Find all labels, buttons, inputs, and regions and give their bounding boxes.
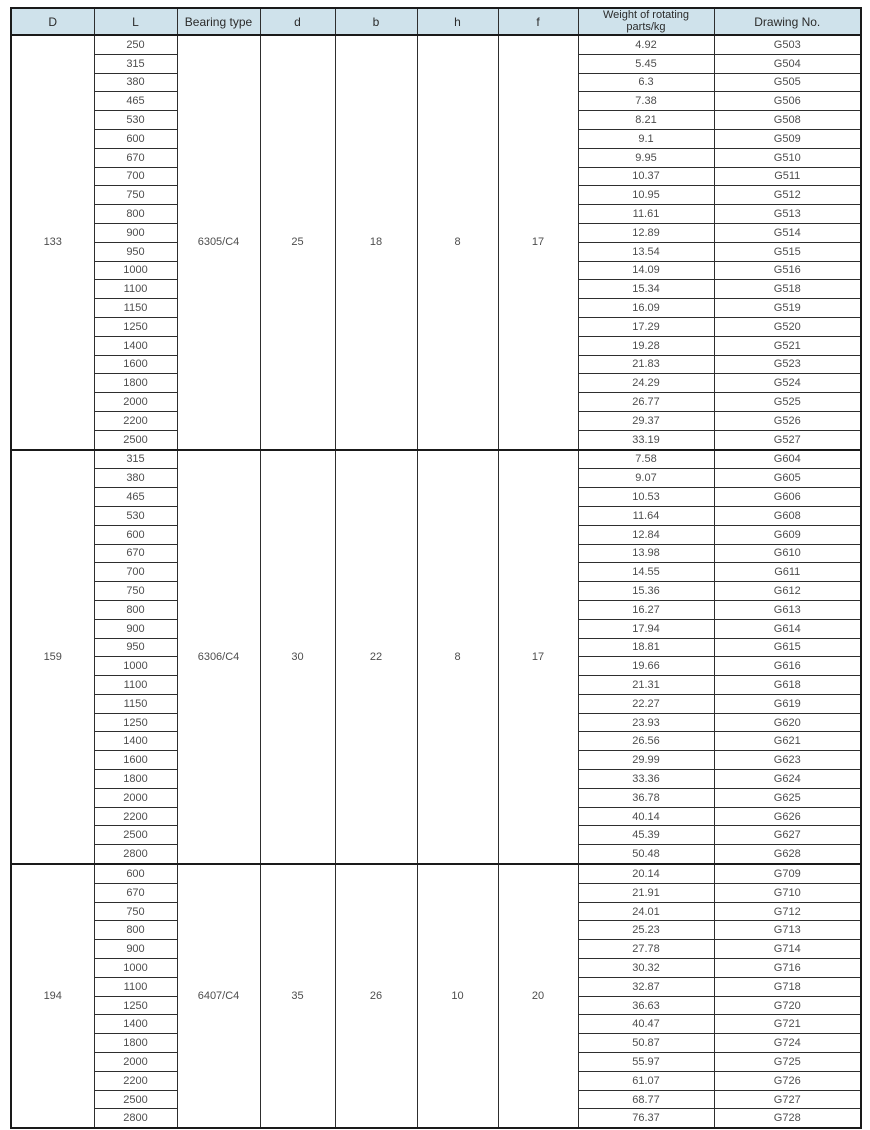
l-value-cell: 800 bbox=[94, 600, 177, 619]
drawing-no-cell: G511 bbox=[714, 167, 861, 186]
weight-value-cell: 76.37 bbox=[578, 1109, 714, 1128]
l-value-cell: 1100 bbox=[94, 280, 177, 299]
drawing-no-cell: G713 bbox=[714, 921, 861, 940]
drawing-no-cell: G509 bbox=[714, 129, 861, 148]
weight-value-cell: 7.58 bbox=[578, 450, 714, 469]
l-value-cell: 1400 bbox=[94, 336, 177, 355]
f-value-cell: 20 bbox=[498, 864, 578, 1128]
l-value-cell: 700 bbox=[94, 167, 177, 186]
l-value-cell: 380 bbox=[94, 73, 177, 92]
table-row bbox=[11, 35, 861, 54]
drawing-no-cell: G720 bbox=[714, 996, 861, 1015]
drawing-no-cell: G611 bbox=[714, 563, 861, 582]
weight-value-cell: 50.48 bbox=[578, 845, 714, 864]
weight-value-cell: 61.07 bbox=[578, 1071, 714, 1090]
h-value-cell: 10 bbox=[417, 864, 498, 1128]
l-value-cell: 2500 bbox=[94, 1090, 177, 1109]
col-header-weight bbox=[578, 8, 714, 35]
drawing-no-cell: G527 bbox=[714, 430, 861, 449]
drawing-no-cell: G513 bbox=[714, 205, 861, 224]
l-value-cell: 750 bbox=[94, 902, 177, 921]
weight-value-cell: 33.19 bbox=[578, 430, 714, 449]
table-row bbox=[11, 864, 861, 883]
d-outer-value-cell: 133 bbox=[11, 35, 94, 450]
weight-value-cell: 55.97 bbox=[578, 1053, 714, 1072]
l-value-cell: 1100 bbox=[94, 977, 177, 996]
l-value-cell: 315 bbox=[94, 450, 177, 469]
weight-value-cell: 9.07 bbox=[578, 469, 714, 488]
l-value-cell: 750 bbox=[94, 582, 177, 601]
l-value-cell: 1250 bbox=[94, 317, 177, 336]
d-value-cell: 30 bbox=[260, 450, 335, 865]
drawing-no-cell: G518 bbox=[714, 280, 861, 299]
drawing-no-cell: G608 bbox=[714, 506, 861, 525]
l-value-cell: 700 bbox=[94, 563, 177, 582]
l-value-cell: 2000 bbox=[94, 1053, 177, 1072]
drawing-no-cell: G610 bbox=[714, 544, 861, 563]
drawing-no-cell: G616 bbox=[714, 657, 861, 676]
drawing-no-cell: G626 bbox=[714, 807, 861, 826]
weight-value-cell: 9.95 bbox=[578, 148, 714, 167]
l-value-cell: 1000 bbox=[94, 959, 177, 978]
weight-value-cell: 10.37 bbox=[578, 167, 714, 186]
weight-value-cell: 5.45 bbox=[578, 54, 714, 73]
bearing-spec-table bbox=[10, 7, 862, 1129]
weight-value-cell: 21.91 bbox=[578, 883, 714, 902]
weight-value-cell: 50.87 bbox=[578, 1034, 714, 1053]
l-value-cell: 800 bbox=[94, 921, 177, 940]
d-value-cell: 25 bbox=[260, 35, 335, 450]
weight-value-cell: 20.14 bbox=[578, 864, 714, 883]
l-value-cell: 2200 bbox=[94, 807, 177, 826]
drawing-no-cell: G621 bbox=[714, 732, 861, 751]
l-value-cell: 250 bbox=[94, 35, 177, 54]
d-value-cell: 35 bbox=[260, 864, 335, 1128]
weight-value-cell: 24.01 bbox=[578, 902, 714, 921]
weight-value-cell: 9.1 bbox=[578, 129, 714, 148]
b-value-cell: 18 bbox=[335, 35, 417, 450]
drawing-no-cell: G516 bbox=[714, 261, 861, 280]
drawing-no-cell: G526 bbox=[714, 411, 861, 430]
drawing-no-cell: G521 bbox=[714, 336, 861, 355]
drawing-no-cell: G710 bbox=[714, 883, 861, 902]
l-value-cell: 2200 bbox=[94, 1071, 177, 1090]
col-header-h: h bbox=[417, 8, 498, 35]
weight-value-cell: 17.94 bbox=[578, 619, 714, 638]
drawing-no-cell: G604 bbox=[714, 450, 861, 469]
h-value-cell: 8 bbox=[417, 450, 498, 865]
l-value-cell: 1150 bbox=[94, 694, 177, 713]
drawing-no-cell: G726 bbox=[714, 1071, 861, 1090]
weight-header-line1: Weight of rotating bbox=[602, 9, 689, 21]
f-value-cell: 17 bbox=[498, 35, 578, 450]
weight-value-cell: 18.81 bbox=[578, 638, 714, 657]
l-value-cell: 1150 bbox=[94, 299, 177, 318]
l-value-cell: 900 bbox=[94, 940, 177, 959]
drawing-no-cell: G514 bbox=[714, 223, 861, 242]
weight-value-cell: 6.3 bbox=[578, 73, 714, 92]
table-header-row bbox=[11, 8, 861, 35]
l-value-cell: 2800 bbox=[94, 1109, 177, 1128]
l-value-cell: 380 bbox=[94, 469, 177, 488]
weight-value-cell: 68.77 bbox=[578, 1090, 714, 1109]
l-value-cell: 950 bbox=[94, 242, 177, 261]
drawing-no-cell: G718 bbox=[714, 977, 861, 996]
drawing-no-cell: G627 bbox=[714, 826, 861, 845]
weight-value-cell: 23.93 bbox=[578, 713, 714, 732]
col-header-drawing-no: Drawing No. bbox=[714, 8, 861, 35]
drawing-no-cell: G605 bbox=[714, 469, 861, 488]
col-header-f: f bbox=[498, 8, 578, 35]
drawing-no-cell: G510 bbox=[714, 148, 861, 167]
l-value-cell: 1600 bbox=[94, 355, 177, 374]
weight-value-cell: 12.84 bbox=[578, 525, 714, 544]
drawing-no-cell: G716 bbox=[714, 959, 861, 978]
drawing-no-cell: G524 bbox=[714, 374, 861, 393]
drawing-no-cell: G520 bbox=[714, 317, 861, 336]
weight-header-line2: parts/kg bbox=[626, 20, 666, 33]
l-value-cell: 800 bbox=[94, 205, 177, 224]
drawing-no-cell: G728 bbox=[714, 1109, 861, 1128]
l-value-cell: 315 bbox=[94, 54, 177, 73]
weight-value-cell: 7.38 bbox=[578, 92, 714, 111]
drawing-no-cell: G712 bbox=[714, 902, 861, 921]
weight-value-cell: 13.98 bbox=[578, 544, 714, 563]
l-value-cell: 2500 bbox=[94, 826, 177, 845]
l-value-cell: 465 bbox=[94, 92, 177, 111]
drawing-no-cell: G620 bbox=[714, 713, 861, 732]
weight-value-cell: 14.55 bbox=[578, 563, 714, 582]
weight-value-cell: 32.87 bbox=[578, 977, 714, 996]
drawing-no-cell: G609 bbox=[714, 525, 861, 544]
l-value-cell: 1250 bbox=[94, 996, 177, 1015]
bearing-table-body bbox=[11, 35, 861, 1128]
l-value-cell: 2000 bbox=[94, 788, 177, 807]
l-value-cell: 900 bbox=[94, 223, 177, 242]
drawing-no-cell: G505 bbox=[714, 73, 861, 92]
bearing-type-cell: 6305/C4 bbox=[177, 35, 260, 450]
l-value-cell: 750 bbox=[94, 186, 177, 205]
weight-value-cell: 14.09 bbox=[578, 261, 714, 280]
weight-value-cell: 21.31 bbox=[578, 676, 714, 695]
weight-value-cell: 12.89 bbox=[578, 223, 714, 242]
drawing-no-cell: G625 bbox=[714, 788, 861, 807]
l-value-cell: 1800 bbox=[94, 1034, 177, 1053]
drawing-no-cell: G612 bbox=[714, 582, 861, 601]
weight-value-cell: 15.34 bbox=[578, 280, 714, 299]
l-value-cell: 1400 bbox=[94, 732, 177, 751]
weight-value-cell: 30.32 bbox=[578, 959, 714, 978]
l-value-cell: 1100 bbox=[94, 676, 177, 695]
weight-value-cell: 11.64 bbox=[578, 506, 714, 525]
drawing-no-cell: G709 bbox=[714, 864, 861, 883]
drawing-no-cell: G503 bbox=[714, 35, 861, 54]
f-value-cell: 17 bbox=[498, 450, 578, 865]
weight-value-cell: 25.23 bbox=[578, 921, 714, 940]
drawing-no-cell: G613 bbox=[714, 600, 861, 619]
weight-value-cell: 11.61 bbox=[578, 205, 714, 224]
drawing-no-cell: G619 bbox=[714, 694, 861, 713]
weight-value-cell: 40.14 bbox=[578, 807, 714, 826]
weight-value-cell: 15.36 bbox=[578, 582, 714, 601]
weight-value-cell: 19.28 bbox=[578, 336, 714, 355]
drawing-no-cell: G628 bbox=[714, 845, 861, 864]
weight-value-cell: 24.29 bbox=[578, 374, 714, 393]
l-value-cell: 465 bbox=[94, 488, 177, 507]
drawing-no-cell: G721 bbox=[714, 1015, 861, 1034]
weight-value-cell: 29.37 bbox=[578, 411, 714, 430]
drawing-no-cell: G523 bbox=[714, 355, 861, 374]
weight-value-cell: 10.95 bbox=[578, 186, 714, 205]
l-value-cell: 530 bbox=[94, 506, 177, 525]
l-value-cell: 530 bbox=[94, 111, 177, 130]
weight-value-cell: 22.27 bbox=[578, 694, 714, 713]
d-outer-value-cell: 194 bbox=[11, 864, 94, 1128]
drawing-no-cell: G614 bbox=[714, 619, 861, 638]
drawing-no-cell: G618 bbox=[714, 676, 861, 695]
l-value-cell: 1600 bbox=[94, 751, 177, 770]
b-value-cell: 22 bbox=[335, 450, 417, 865]
col-header-d: d bbox=[260, 8, 335, 35]
l-value-cell: 600 bbox=[94, 864, 177, 883]
l-value-cell: 1400 bbox=[94, 1015, 177, 1034]
col-header-b: b bbox=[335, 8, 417, 35]
table-row bbox=[11, 450, 861, 469]
drawing-no-cell: G725 bbox=[714, 1053, 861, 1072]
weight-value-cell: 36.78 bbox=[578, 788, 714, 807]
drawing-no-cell: G714 bbox=[714, 940, 861, 959]
drawing-no-cell: G512 bbox=[714, 186, 861, 205]
weight-value-cell: 10.53 bbox=[578, 488, 714, 507]
weight-value-cell: 21.83 bbox=[578, 355, 714, 374]
l-value-cell: 1000 bbox=[94, 657, 177, 676]
drawing-no-cell: G615 bbox=[714, 638, 861, 657]
weight-value-cell: 40.47 bbox=[578, 1015, 714, 1034]
drawing-no-cell: G623 bbox=[714, 751, 861, 770]
drawing-no-cell: G515 bbox=[714, 242, 861, 261]
drawing-no-cell: G624 bbox=[714, 770, 861, 789]
weight-value-cell: 19.66 bbox=[578, 657, 714, 676]
l-value-cell: 2800 bbox=[94, 845, 177, 864]
l-value-cell: 1000 bbox=[94, 261, 177, 280]
weight-value-cell: 17.29 bbox=[578, 317, 714, 336]
bearing-type-cell: 6407/C4 bbox=[177, 864, 260, 1128]
l-value-cell: 1800 bbox=[94, 374, 177, 393]
l-value-cell: 950 bbox=[94, 638, 177, 657]
col-header-D: D bbox=[11, 8, 94, 35]
weight-value-cell: 45.39 bbox=[578, 826, 714, 845]
l-value-cell: 600 bbox=[94, 525, 177, 544]
weight-value-cell: 27.78 bbox=[578, 940, 714, 959]
weight-value-cell: 36.63 bbox=[578, 996, 714, 1015]
weight-value-cell: 33.36 bbox=[578, 770, 714, 789]
weight-value-cell: 26.77 bbox=[578, 393, 714, 412]
d-outer-value-cell: 159 bbox=[11, 450, 94, 865]
weight-value-cell: 16.09 bbox=[578, 299, 714, 318]
drawing-no-cell: G508 bbox=[714, 111, 861, 130]
l-value-cell: 2200 bbox=[94, 411, 177, 430]
l-value-cell: 900 bbox=[94, 619, 177, 638]
h-value-cell: 8 bbox=[417, 35, 498, 450]
l-value-cell: 1800 bbox=[94, 770, 177, 789]
drawing-no-cell: G724 bbox=[714, 1034, 861, 1053]
col-header-bearing-type: Bearing type bbox=[177, 8, 260, 35]
l-value-cell: 600 bbox=[94, 129, 177, 148]
l-value-cell: 670 bbox=[94, 544, 177, 563]
weight-value-cell: 26.56 bbox=[578, 732, 714, 751]
l-value-cell: 1250 bbox=[94, 713, 177, 732]
weight-value-cell: 13.54 bbox=[578, 242, 714, 261]
weight-value-cell: 8.21 bbox=[578, 111, 714, 130]
drawing-no-cell: G504 bbox=[714, 54, 861, 73]
drawing-no-cell: G519 bbox=[714, 299, 861, 318]
weight-value-cell: 29.99 bbox=[578, 751, 714, 770]
drawing-no-cell: G727 bbox=[714, 1090, 861, 1109]
col-header-L: L bbox=[94, 8, 177, 35]
l-value-cell: 670 bbox=[94, 148, 177, 167]
b-value-cell: 26 bbox=[335, 864, 417, 1128]
l-value-cell: 670 bbox=[94, 883, 177, 902]
weight-value-cell: 16.27 bbox=[578, 600, 714, 619]
l-value-cell: 2000 bbox=[94, 393, 177, 412]
drawing-no-cell: G506 bbox=[714, 92, 861, 111]
drawing-no-cell: G606 bbox=[714, 488, 861, 507]
l-value-cell: 2500 bbox=[94, 430, 177, 449]
bearing-type-cell: 6306/C4 bbox=[177, 450, 260, 865]
weight-value-cell: 4.92 bbox=[578, 35, 714, 54]
drawing-no-cell: G525 bbox=[714, 393, 861, 412]
